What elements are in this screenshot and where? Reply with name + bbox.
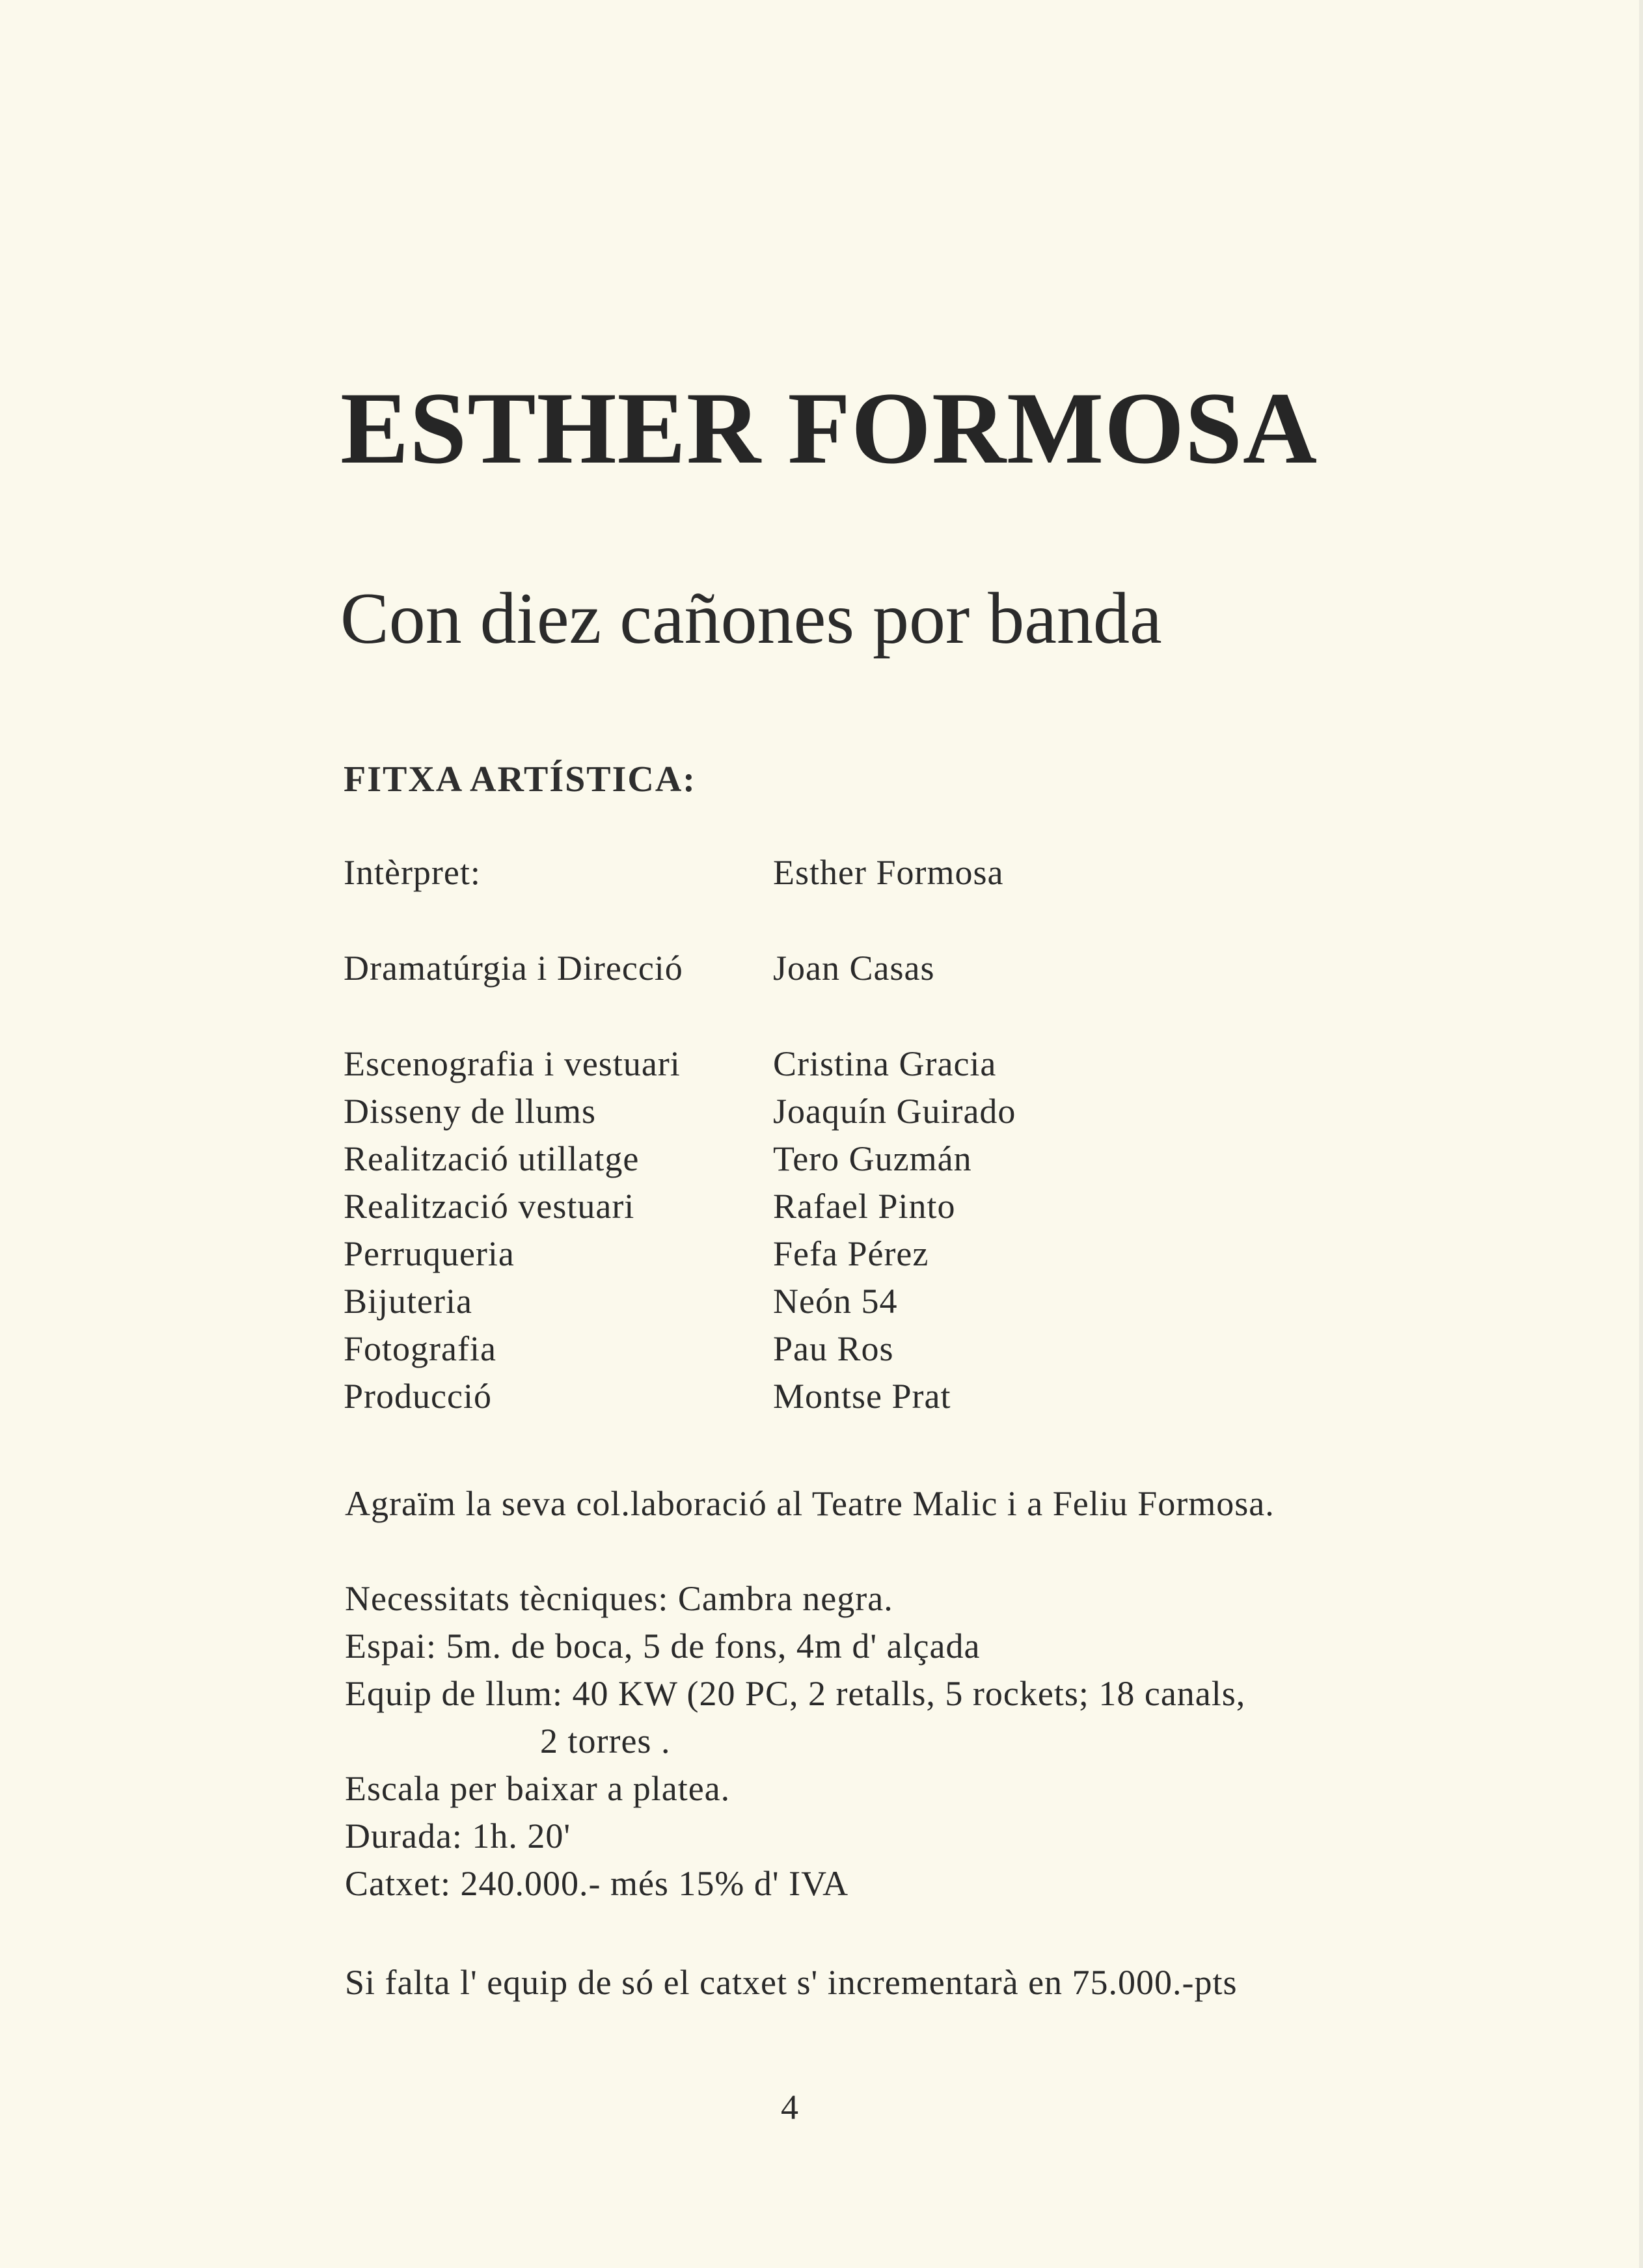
credit-row bbox=[344, 1373, 1385, 1420]
credit-name: Neón 54 bbox=[773, 1282, 898, 1321]
credit-row bbox=[344, 1278, 1385, 1325]
credit-name: Fefa Pérez bbox=[773, 1234, 929, 1273]
show-subtitle: Con diez cañones por banda bbox=[340, 578, 1162, 659]
credit-role: Intèrpret: bbox=[344, 853, 481, 892]
credit-row bbox=[344, 849, 1385, 897]
credit-row bbox=[344, 1088, 1385, 1135]
tech-space: Espai: 5m. de boca, 5 de fons, 4m d' alçada bbox=[345, 1627, 981, 1666]
credit-name: Montse Prat bbox=[773, 1377, 951, 1416]
credit-name: Cristina Gracia bbox=[773, 1044, 997, 1083]
tech-fee: Catxet: 240.000.- més 15% d' IVA bbox=[345, 1864, 849, 1903]
credit-role: Disseny de llums bbox=[344, 1092, 596, 1131]
credit-role: Bijuteria bbox=[344, 1282, 472, 1321]
credit-row bbox=[344, 1325, 1385, 1373]
tech-lighting: Equip de llum: 40 KW (20 PC, 2 retalls, 5 rockets; 18 canals, bbox=[345, 1674, 1246, 1713]
credit-name: Joaquín Guirado bbox=[773, 1092, 1016, 1131]
credit-role: Fotografia bbox=[344, 1329, 496, 1368]
credit-row bbox=[344, 945, 1385, 992]
acknowledgement-text: Agraïm la seva col.laboració al Teatre Malic i a Feliu Formosa. bbox=[345, 1484, 1275, 1523]
performer-title: ESTHER FORMOSA bbox=[340, 371, 1318, 485]
tech-needs: Necessitats tècniques: Cambra negra. bbox=[345, 1579, 893, 1618]
artistic-credits-heading: FITXA ARTÍSTICA: bbox=[344, 759, 696, 800]
credit-name: Tero Guzmán bbox=[773, 1139, 972, 1178]
credit-role: Dramatúrgia i Direcció bbox=[344, 949, 683, 988]
credit-name: Esther Formosa bbox=[773, 853, 1004, 892]
credit-row bbox=[344, 1183, 1385, 1230]
credit-row bbox=[344, 1040, 1385, 1088]
credit-name: Pau Ros bbox=[773, 1329, 894, 1368]
tech-duration: Durada: 1h. 20' bbox=[345, 1816, 571, 1856]
technical-requirements bbox=[345, 1575, 1245, 1908]
credit-row bbox=[344, 1230, 1385, 1278]
page-number: 4 bbox=[781, 2088, 798, 2127]
credit-row bbox=[344, 1135, 1385, 1183]
tech-lighting-continued: 2 torres . bbox=[540, 1721, 671, 1761]
tech-stairs: Escala per baixar a platea. bbox=[345, 1769, 731, 1808]
credits-list bbox=[344, 849, 1385, 1420]
credit-role: Realització utillatge bbox=[344, 1139, 640, 1178]
page-edge bbox=[1639, 0, 1643, 2268]
credit-name: Joan Casas bbox=[773, 949, 935, 988]
sound-equipment-note: Si falta l' equip de só el catxet s' incrementarà en 75.000.-pts bbox=[345, 1963, 1238, 2002]
credit-role: Producció bbox=[344, 1377, 492, 1416]
credit-role: Escenografia i vestuari bbox=[344, 1044, 681, 1083]
credit-role: Realització vestuari bbox=[344, 1187, 635, 1226]
credit-name: Rafael Pinto bbox=[773, 1187, 956, 1226]
credit-role: Perruqueria bbox=[344, 1234, 515, 1273]
